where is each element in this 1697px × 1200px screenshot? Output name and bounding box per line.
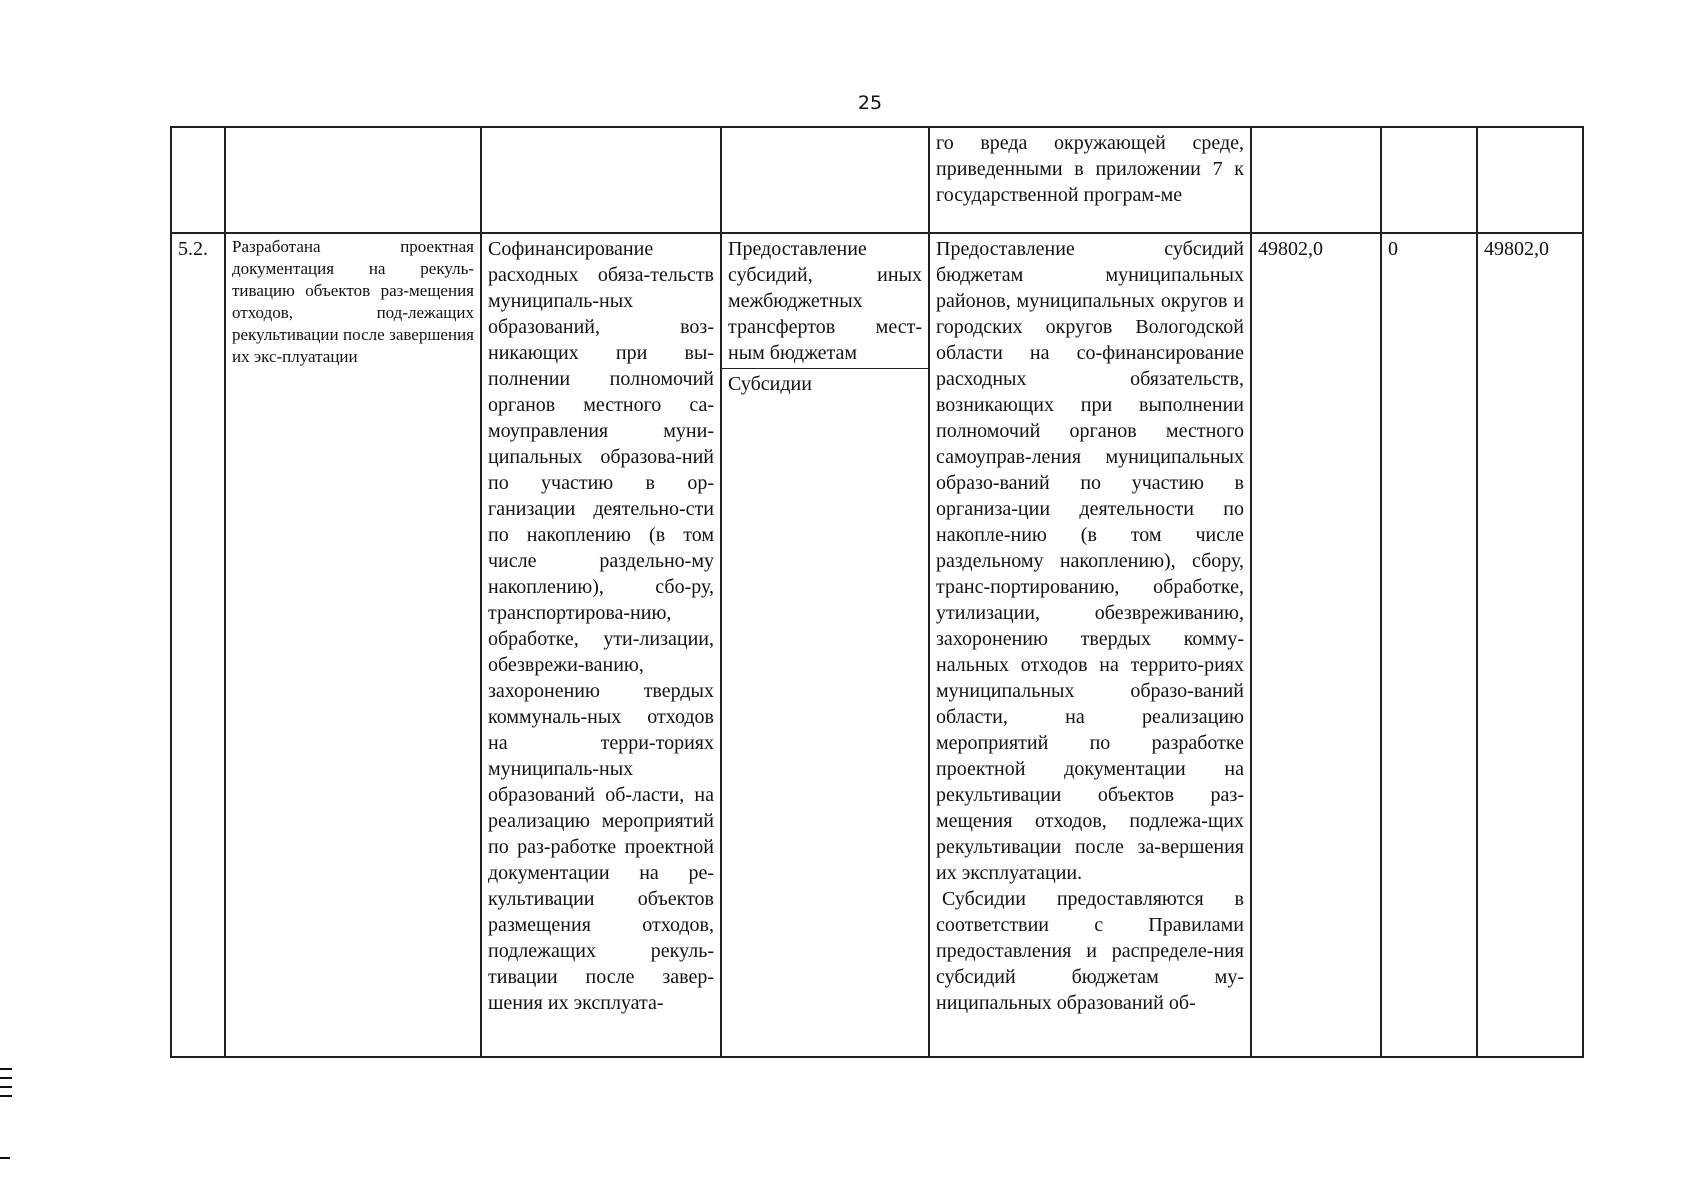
row-type	[721, 233, 929, 1057]
page-number: 25	[857, 92, 883, 114]
row-value1: 49802,0	[1251, 233, 1381, 1057]
row-value2: 0	[1381, 233, 1477, 1057]
margin-marks	[0, 1068, 12, 1166]
cell-value2-empty	[1381, 127, 1477, 233]
row-type-bottom: Субсидии	[728, 373, 812, 395]
cell-type-empty	[721, 127, 929, 233]
row-description	[929, 233, 1251, 1057]
row-value3: 49802,0	[1477, 233, 1583, 1057]
cell-description-continuation: го вреда окружающей среде, приведенными в приложении 7 к государственной програм-ме	[929, 127, 1251, 233]
cell-value1-empty	[1251, 127, 1381, 233]
row-description-p2: Субсидии предоставляются в соответствии с Правилами предоставления и распределе-ния субсидий бюджетам му-ниципальных образований об-	[936, 888, 1244, 1014]
cell-number-empty	[171, 127, 225, 233]
cell-value3-empty	[1477, 127, 1583, 233]
row-description-p1: Предоставление субсидий бюджетам муниципальных районов, муниципальных округов и городских округов Вологодской области на со-финансирование расходных обязательств, возникающих при выполнении полномочий органов местного самоуправ-ления муниципальных образо-ваний по участию в организа-ции деятельности по накопле-нию (в том числе раздельному накоплению), сбору, транс-портированию, обработке, утилизации, обезвреживанию, захоронению твердых комму-нальных отходов на террито-риях муниципальных образо-ваний области, на реализацию мероприятий по разработке проектной документации на рекультивации объектов раз-мещения отходов, подлежа-щих рекультивации после за-вершения их эксплуатации.	[936, 238, 1244, 884]
cell-result-empty	[225, 127, 481, 233]
row-result: Разработана проектная документация на рекуль-тивацию объектов раз-мещения отходов, под-лежащих рекультивации после завершения их экс-плуатации	[225, 233, 481, 1057]
program-table	[170, 126, 1584, 1058]
table-row-5-2	[171, 233, 1583, 1057]
row-task: Софинансирование расходных обяза-тельств муниципаль-ных образований, воз-никающих при вы-полнении полномочий органов местного са-моуправления муни-ципальных образова-ний по участию в ор-ганизации деятельно-сти по накоплению (в том числе раздельно-му накоплению), сбо-ру, транспортирова-нию, обработке, ути-лизации, обезврежи-ванию, захоронению твердых коммуналь-ных отходов на терри-ториях муниципаль-ных образований об-ласти, на реализацию мероприятий по раз-работке проектной документации на ре-культивации объектов размещения отходов, подлежащих рекуль-тивации после завер-шения их эксплуата-	[481, 233, 721, 1057]
row-type-top: Предоставление субсидий, иных межбюджетных трансфертов мест-ным бюджетам	[722, 234, 928, 369]
table-row-continuation	[171, 127, 1583, 233]
cell-task-empty	[481, 127, 721, 233]
row-number: 5.2.	[171, 233, 225, 1057]
